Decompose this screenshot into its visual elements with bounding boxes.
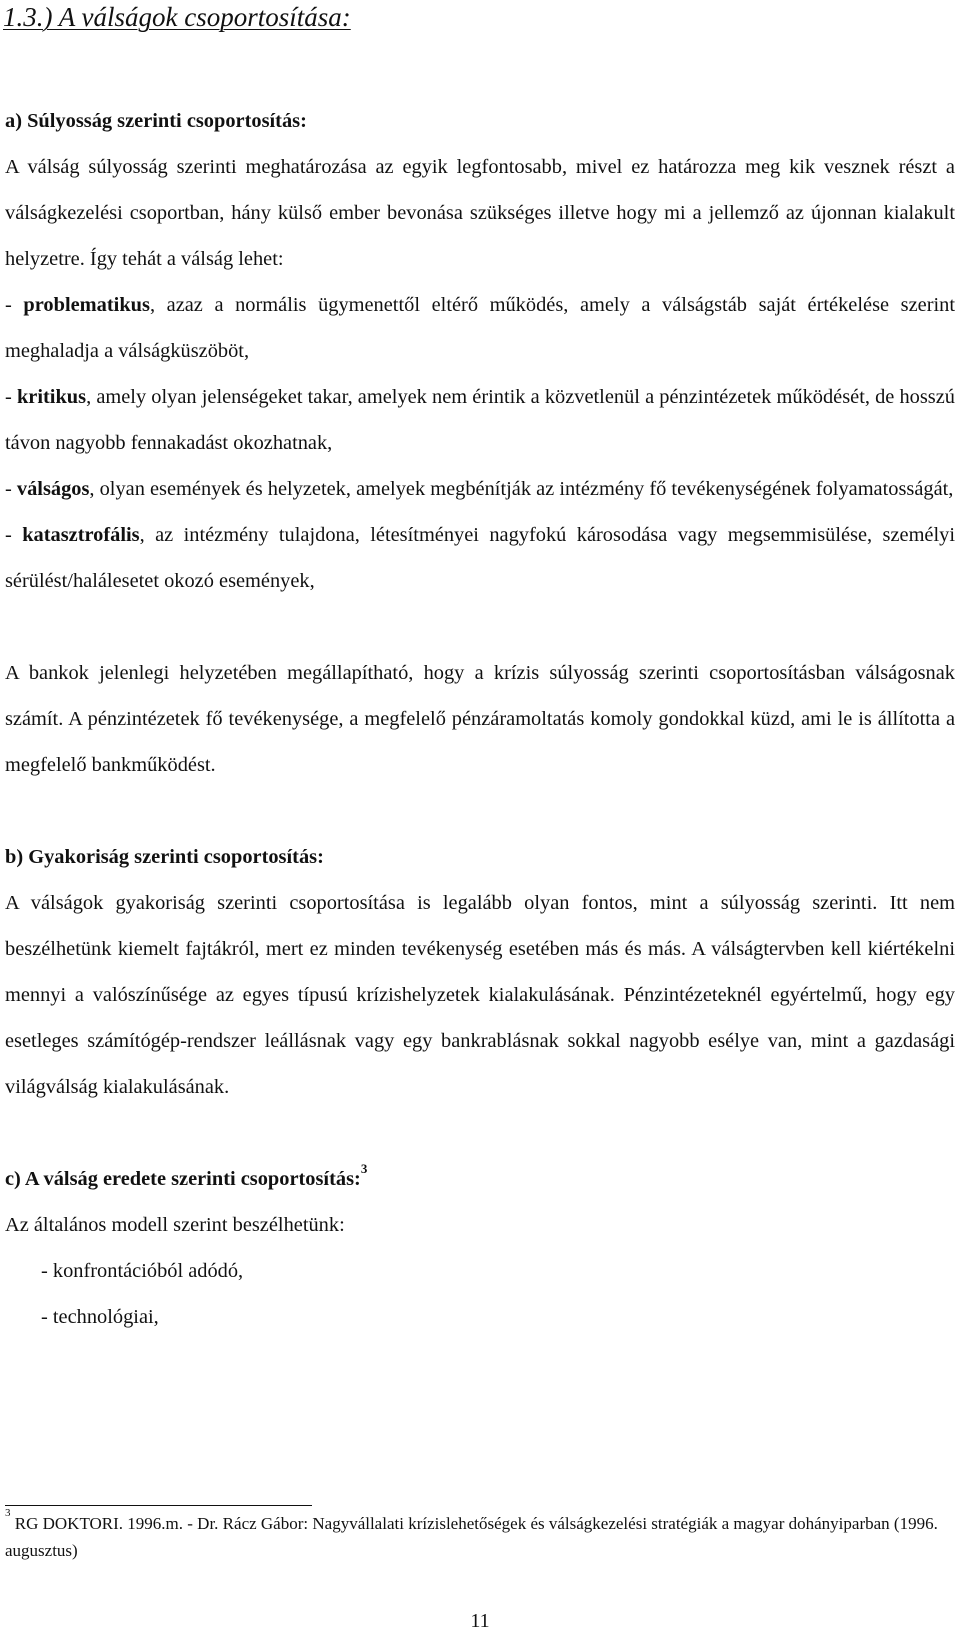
page-number: 11	[470, 1610, 490, 1632]
item-text: , azaz a normális ügymenettől eltérő működés, amely a válságstáb saját értékelése szerint meghaladja a válságküszöböt,	[5, 294, 956, 362]
item-prefix: -	[5, 524, 23, 546]
item-prefix: -	[5, 386, 17, 408]
section-c-heading-text: c) A válság eredete szerinti csoportosítás:	[5, 1168, 361, 1190]
item-term: problematikus	[23, 294, 150, 316]
paragraph-gap	[5, 1110, 955, 1156]
item-text: , olyan események és helyzetek, amelyek megbénítják az intézmény fő tevékenységének folyamatosságát,	[89, 478, 954, 500]
item-text: , amely olyan jelenségeket takar, amelyek nem érintik a közvetlenül a pénzintézetek működését, de hosszú távon nagyobb fennakadást okozhatnak,	[5, 386, 955, 454]
item-prefix: -	[5, 294, 24, 316]
section-c-heading	[5, 1156, 955, 1202]
footnote-number: 3	[5, 1507, 11, 1520]
item-term: válságos	[16, 478, 90, 500]
severity-item-crisis	[5, 466, 955, 512]
severity-item-catastrophic	[5, 512, 955, 604]
section-b-body: A válságok gyakoriság szerinti csoportosítása is legalább olyan fontos, mint a súlyosság szerinti. Itt nem beszélhetünk kiemelt fajtákról, mert ez minden tevékenység esetében más és más. A válságtervben kell kiértékelni mennyi a valószínűsége az egyes típusú krízishelyzetek kialakulásának. Pénzintézeteknél egyértelmű, hogy egy esetleges számítógép-rendszer leállásnak vagy egy bankrablásnak sokkal nagyobb esélye van, mint a gazdasági világválság kialakulásának.	[5, 892, 955, 1098]
origin-item-technological: - technológiai,	[41, 1306, 159, 1328]
section-b-heading: b) Gyakoriság szerinti csoportosítás:	[5, 846, 324, 868]
paragraph-gap	[5, 788, 955, 834]
section-a-heading: a) Súlyosság szerinti csoportosítás:	[5, 110, 307, 132]
origin-item-confrontation: - konfrontációból adódó,	[41, 1260, 244, 1282]
chapter-title: 1.3.) A válságok csoportosítása:	[3, 2, 351, 32]
page-content	[5, 98, 955, 1340]
item-term: katasztrofális	[22, 524, 140, 546]
section-c-intro: Az általános modell szerint beszélhetünk:	[5, 1214, 345, 1236]
item-term: kritikus	[16, 386, 87, 408]
item-text: , az intézmény tulajdona, létesítményei nagyfokú károsodása vagy megsemmisülése, személyi sérülést/halálesetet okozó események,	[5, 524, 955, 592]
paragraph-gap	[5, 604, 955, 650]
severity-item-problematic	[5, 282, 955, 374]
section-a-intro: A válság súlyosság szerinti meghatározása az egyik legfontosabb, mivel ez határozza meg kik vesznek részt a válságkezelési csoportban, hány külső ember bevonása szükséges illetve hogy mi a jellemző az újonnan kialakult helyzetre. Így tehát a válság lehet:	[5, 156, 955, 270]
footnote-ref[interactable]: 3	[360, 1161, 368, 1177]
footnote-divider	[5, 1505, 312, 1506]
item-prefix: -	[5, 478, 17, 500]
footnote-text: RG DOKTORI. 1996.m. - Dr. Rácz Gábor: Nagyvállalati krízislehetőségek és válságkezelési stratégiák a magyar dohányiparban (1996. augusztus)	[5, 1514, 938, 1560]
severity-item-critical	[5, 374, 955, 466]
footnote	[5, 1507, 955, 1564]
section-a-conclusion: A bankok jelenlegi helyzetében megállapítható, hogy a krízis súlyosság szerinti csoportosításban válságosnak számít. A pénzintézetek fő tevékenysége, a megfelelő pénzáramoltatás komoly gondokkal küzd, ami le is állította a megfelelő bankműködést.	[5, 662, 955, 776]
